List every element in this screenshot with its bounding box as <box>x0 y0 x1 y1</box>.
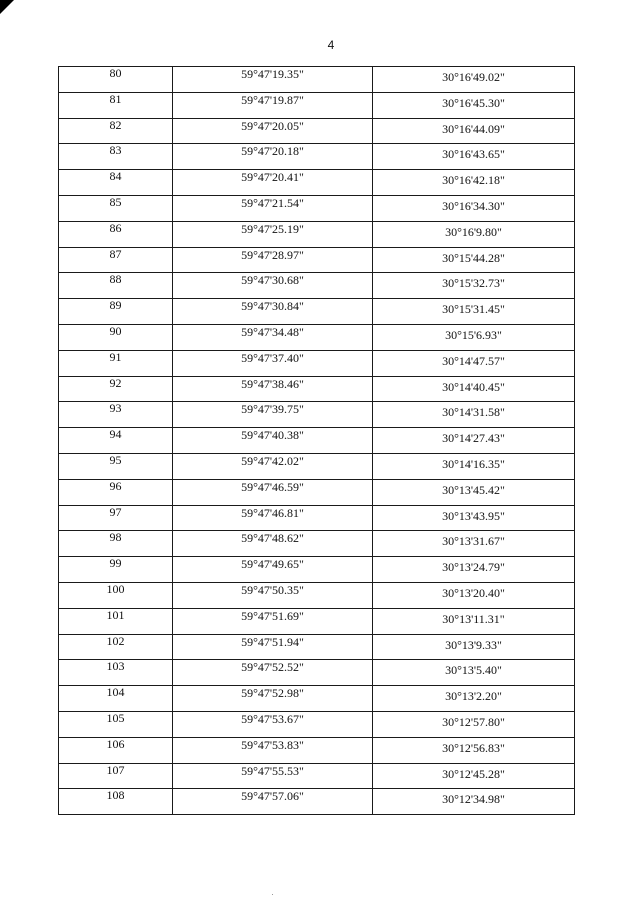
latitude-value: 59°47'55.53" <box>241 763 304 778</box>
longitude-value: 30°16'34.30" <box>442 198 505 213</box>
table-row <box>59 711 575 737</box>
longitude-value: 30°16'44.09" <box>442 121 505 136</box>
longitude-cell <box>373 428 575 454</box>
point-number: 97 <box>109 504 122 519</box>
point-number-cell <box>59 763 173 789</box>
longitude-cell <box>373 92 575 118</box>
longitude-value: 30°16'42.18" <box>442 173 505 188</box>
longitude-cell <box>373 711 575 737</box>
table-row <box>59 634 575 660</box>
latitude-cell <box>173 660 373 686</box>
latitude-cell <box>173 195 373 221</box>
latitude-cell <box>173 324 373 350</box>
longitude-cell <box>373 144 575 170</box>
longitude-cell <box>373 376 575 402</box>
longitude-cell <box>373 531 575 557</box>
latitude-value: 59°47'19.87" <box>241 92 304 107</box>
point-number: 100 <box>106 581 125 596</box>
table-row <box>59 299 575 325</box>
longitude-cell <box>373 453 575 479</box>
latitude-cell <box>173 299 373 325</box>
longitude-value: 30°14'27.43" <box>442 431 505 446</box>
point-number: 106 <box>106 736 125 751</box>
point-number: 105 <box>106 710 125 725</box>
longitude-cell <box>373 660 575 686</box>
point-number-cell <box>59 170 173 196</box>
table-row <box>59 350 575 376</box>
latitude-cell <box>173 686 373 712</box>
longitude-value: 30°13'43.95" <box>442 508 505 523</box>
point-number: 103 <box>106 659 125 674</box>
table-row <box>59 221 575 247</box>
point-number-cell <box>59 686 173 712</box>
latitude-cell <box>173 557 373 583</box>
latitude-value: 59°47'19.35" <box>241 67 304 81</box>
point-number-cell <box>59 221 173 247</box>
table-row <box>59 247 575 273</box>
point-number-cell <box>59 402 173 428</box>
latitude-value: 59°47'49.65" <box>241 557 304 572</box>
point-number: 85 <box>109 194 122 209</box>
longitude-cell <box>373 763 575 789</box>
longitude-value: 30°13'5.40" <box>445 663 502 678</box>
latitude-value: 59°47'30.84" <box>241 299 304 314</box>
longitude-value: 30°12'45.28" <box>442 766 505 781</box>
point-number-cell <box>59 789 173 815</box>
latitude-cell <box>173 789 373 815</box>
latitude-cell <box>173 763 373 789</box>
scan-corner-mark <box>0 0 14 14</box>
longitude-cell <box>373 737 575 763</box>
latitude-value: 59°47'21.54" <box>241 195 304 210</box>
latitude-cell <box>173 170 373 196</box>
latitude-value: 59°47'51.94" <box>241 634 304 649</box>
point-number: 96 <box>109 478 122 493</box>
latitude-cell <box>173 505 373 531</box>
latitude-cell <box>173 402 373 428</box>
table-row <box>59 479 575 505</box>
longitude-value: 30°15'31.45" <box>442 302 505 317</box>
point-number: 94 <box>109 427 122 442</box>
longitude-value: 30°13'9.33" <box>445 637 502 652</box>
latitude-cell <box>173 479 373 505</box>
table-row <box>59 170 575 196</box>
latitude-value: 59°47'25.19" <box>241 221 304 236</box>
point-number: 84 <box>109 169 122 184</box>
coordinates-table <box>58 66 575 815</box>
longitude-value: 30°15'6.93" <box>445 327 502 342</box>
latitude-value: 59°47'20.41" <box>241 170 304 185</box>
scan-speck <box>272 894 273 895</box>
latitude-value: 59°47'20.05" <box>241 118 304 133</box>
point-number-cell <box>59 350 173 376</box>
point-number-cell <box>59 479 173 505</box>
latitude-cell <box>173 118 373 144</box>
latitude-value: 59°47'48.62" <box>241 531 304 546</box>
latitude-cell <box>173 67 373 93</box>
latitude-cell <box>173 273 373 299</box>
table-row <box>59 118 575 144</box>
longitude-value: 30°13'31.67" <box>442 534 505 549</box>
table-row <box>59 376 575 402</box>
coordinates-table-body <box>59 67 575 815</box>
point-number: 81 <box>109 91 122 106</box>
latitude-value: 59°47'52.98" <box>241 686 304 701</box>
latitude-value: 59°47'28.97" <box>241 247 304 262</box>
point-number: 101 <box>106 607 125 622</box>
point-number-cell <box>59 67 173 93</box>
latitude-cell <box>173 737 373 763</box>
point-number: 102 <box>106 633 125 648</box>
longitude-cell <box>373 118 575 144</box>
point-number: 91 <box>109 349 122 364</box>
table-row <box>59 608 575 634</box>
latitude-cell <box>173 376 373 402</box>
point-number-cell <box>59 608 173 634</box>
point-number: 86 <box>109 220 122 235</box>
point-number: 93 <box>109 401 122 416</box>
longitude-value: 30°14'31.58" <box>442 405 505 420</box>
point-number: 82 <box>109 117 122 132</box>
latitude-cell <box>173 608 373 634</box>
point-number-cell <box>59 660 173 686</box>
point-number: 98 <box>109 530 122 545</box>
point-number-cell <box>59 711 173 737</box>
point-number-cell <box>59 428 173 454</box>
longitude-cell <box>373 195 575 221</box>
longitude-cell <box>373 557 575 583</box>
longitude-cell <box>373 789 575 815</box>
latitude-cell <box>173 247 373 273</box>
latitude-value: 59°47'53.67" <box>241 711 304 726</box>
point-number-cell <box>59 453 173 479</box>
point-number: 92 <box>109 375 122 390</box>
latitude-value: 59°47'30.68" <box>241 273 304 288</box>
table-row <box>59 92 575 118</box>
table-row <box>59 763 575 789</box>
longitude-value: 30°16'45.30" <box>442 95 505 110</box>
point-number: 99 <box>109 556 122 571</box>
longitude-cell <box>373 67 575 93</box>
point-number-cell <box>59 195 173 221</box>
latitude-value: 59°47'57.06" <box>241 789 304 804</box>
table-row <box>59 402 575 428</box>
point-number-cell <box>59 582 173 608</box>
longitude-value: 30°13'11.31" <box>442 611 505 626</box>
point-number: 89 <box>109 298 122 313</box>
point-number-cell <box>59 634 173 660</box>
page-number: 4 <box>327 38 335 52</box>
longitude-cell <box>373 634 575 660</box>
latitude-value: 59°47'40.38" <box>241 428 304 443</box>
longitude-value: 30°13'24.79" <box>442 560 505 575</box>
point-number: 80 <box>109 66 122 80</box>
longitude-value: 30°13'45.42" <box>442 482 505 497</box>
point-number: 95 <box>109 452 122 467</box>
latitude-value: 59°47'39.75" <box>241 402 304 417</box>
longitude-cell <box>373 686 575 712</box>
longitude-value: 30°16'43.65" <box>442 147 505 162</box>
longitude-value: 30°13'20.40" <box>442 585 505 600</box>
latitude-value: 59°47'38.46" <box>241 376 304 391</box>
longitude-cell <box>373 273 575 299</box>
latitude-cell <box>173 350 373 376</box>
longitude-value: 30°16'49.02" <box>442 70 505 84</box>
longitude-value: 30°16'9.80" <box>445 224 502 239</box>
latitude-value: 59°47'51.69" <box>241 608 304 623</box>
latitude-cell <box>173 144 373 170</box>
latitude-value: 59°47'46.81" <box>241 505 304 520</box>
longitude-cell <box>373 402 575 428</box>
table-row <box>59 660 575 686</box>
longitude-value: 30°12'57.80" <box>442 714 505 729</box>
longitude-cell <box>373 324 575 350</box>
point-number-cell <box>59 273 173 299</box>
point-number-cell <box>59 557 173 583</box>
longitude-cell <box>373 582 575 608</box>
point-number-cell <box>59 118 173 144</box>
point-number: 108 <box>106 788 125 803</box>
longitude-cell <box>373 505 575 531</box>
table-row <box>59 505 575 531</box>
longitude-cell <box>373 221 575 247</box>
longitude-cell <box>373 350 575 376</box>
point-number: 83 <box>109 143 122 158</box>
longitude-cell <box>373 608 575 634</box>
table-row <box>59 144 575 170</box>
table-row <box>59 273 575 299</box>
longitude-value: 30°14'47.57" <box>442 353 505 368</box>
latitude-value: 59°47'20.18" <box>241 144 304 159</box>
table-row <box>59 428 575 454</box>
longitude-value: 30°12'34.98" <box>442 792 505 807</box>
longitude-value: 30°15'44.28" <box>442 250 505 265</box>
point-number-cell <box>59 376 173 402</box>
point-number-cell <box>59 92 173 118</box>
point-number: 107 <box>106 762 125 777</box>
point-number: 88 <box>109 272 122 287</box>
latitude-cell <box>173 453 373 479</box>
longitude-cell <box>373 170 575 196</box>
latitude-value: 59°47'53.83" <box>241 737 304 752</box>
latitude-cell <box>173 531 373 557</box>
point-number: 104 <box>106 685 125 700</box>
table-row <box>59 557 575 583</box>
point-number-cell <box>59 737 173 763</box>
longitude-value: 30°14'40.45" <box>442 379 505 394</box>
point-number: 87 <box>109 246 122 261</box>
longitude-value: 30°14'16.35" <box>442 456 505 471</box>
point-number-cell <box>59 324 173 350</box>
table-row <box>59 195 575 221</box>
table-row <box>59 737 575 763</box>
latitude-cell <box>173 634 373 660</box>
latitude-value: 59°47'37.40" <box>241 350 304 365</box>
point-number-cell <box>59 299 173 325</box>
latitude-value: 59°47'46.59" <box>241 479 304 494</box>
longitude-value: 30°13'2.20" <box>445 689 502 704</box>
longitude-value: 30°12'56.83" <box>442 740 505 755</box>
point-number-cell <box>59 505 173 531</box>
longitude-value: 30°15'32.73" <box>442 276 505 291</box>
latitude-value: 59°47'42.02" <box>241 453 304 468</box>
table-row <box>59 582 575 608</box>
table-row <box>59 531 575 557</box>
longitude-cell <box>373 479 575 505</box>
latitude-value: 59°47'50.35" <box>241 582 304 597</box>
latitude-cell <box>173 428 373 454</box>
longitude-cell <box>373 247 575 273</box>
table-row <box>59 67 575 93</box>
point-number: 90 <box>109 323 122 338</box>
latitude-cell <box>173 92 373 118</box>
table-row <box>59 789 575 815</box>
point-number-cell <box>59 144 173 170</box>
longitude-cell <box>373 299 575 325</box>
latitude-cell <box>173 582 373 608</box>
point-number-cell <box>59 247 173 273</box>
table-row <box>59 686 575 712</box>
table-row <box>59 453 575 479</box>
latitude-value: 59°47'34.48" <box>241 324 304 339</box>
latitude-value: 59°47'52.52" <box>241 660 304 675</box>
latitude-cell <box>173 711 373 737</box>
latitude-cell <box>173 221 373 247</box>
point-number-cell <box>59 531 173 557</box>
table-row <box>59 324 575 350</box>
